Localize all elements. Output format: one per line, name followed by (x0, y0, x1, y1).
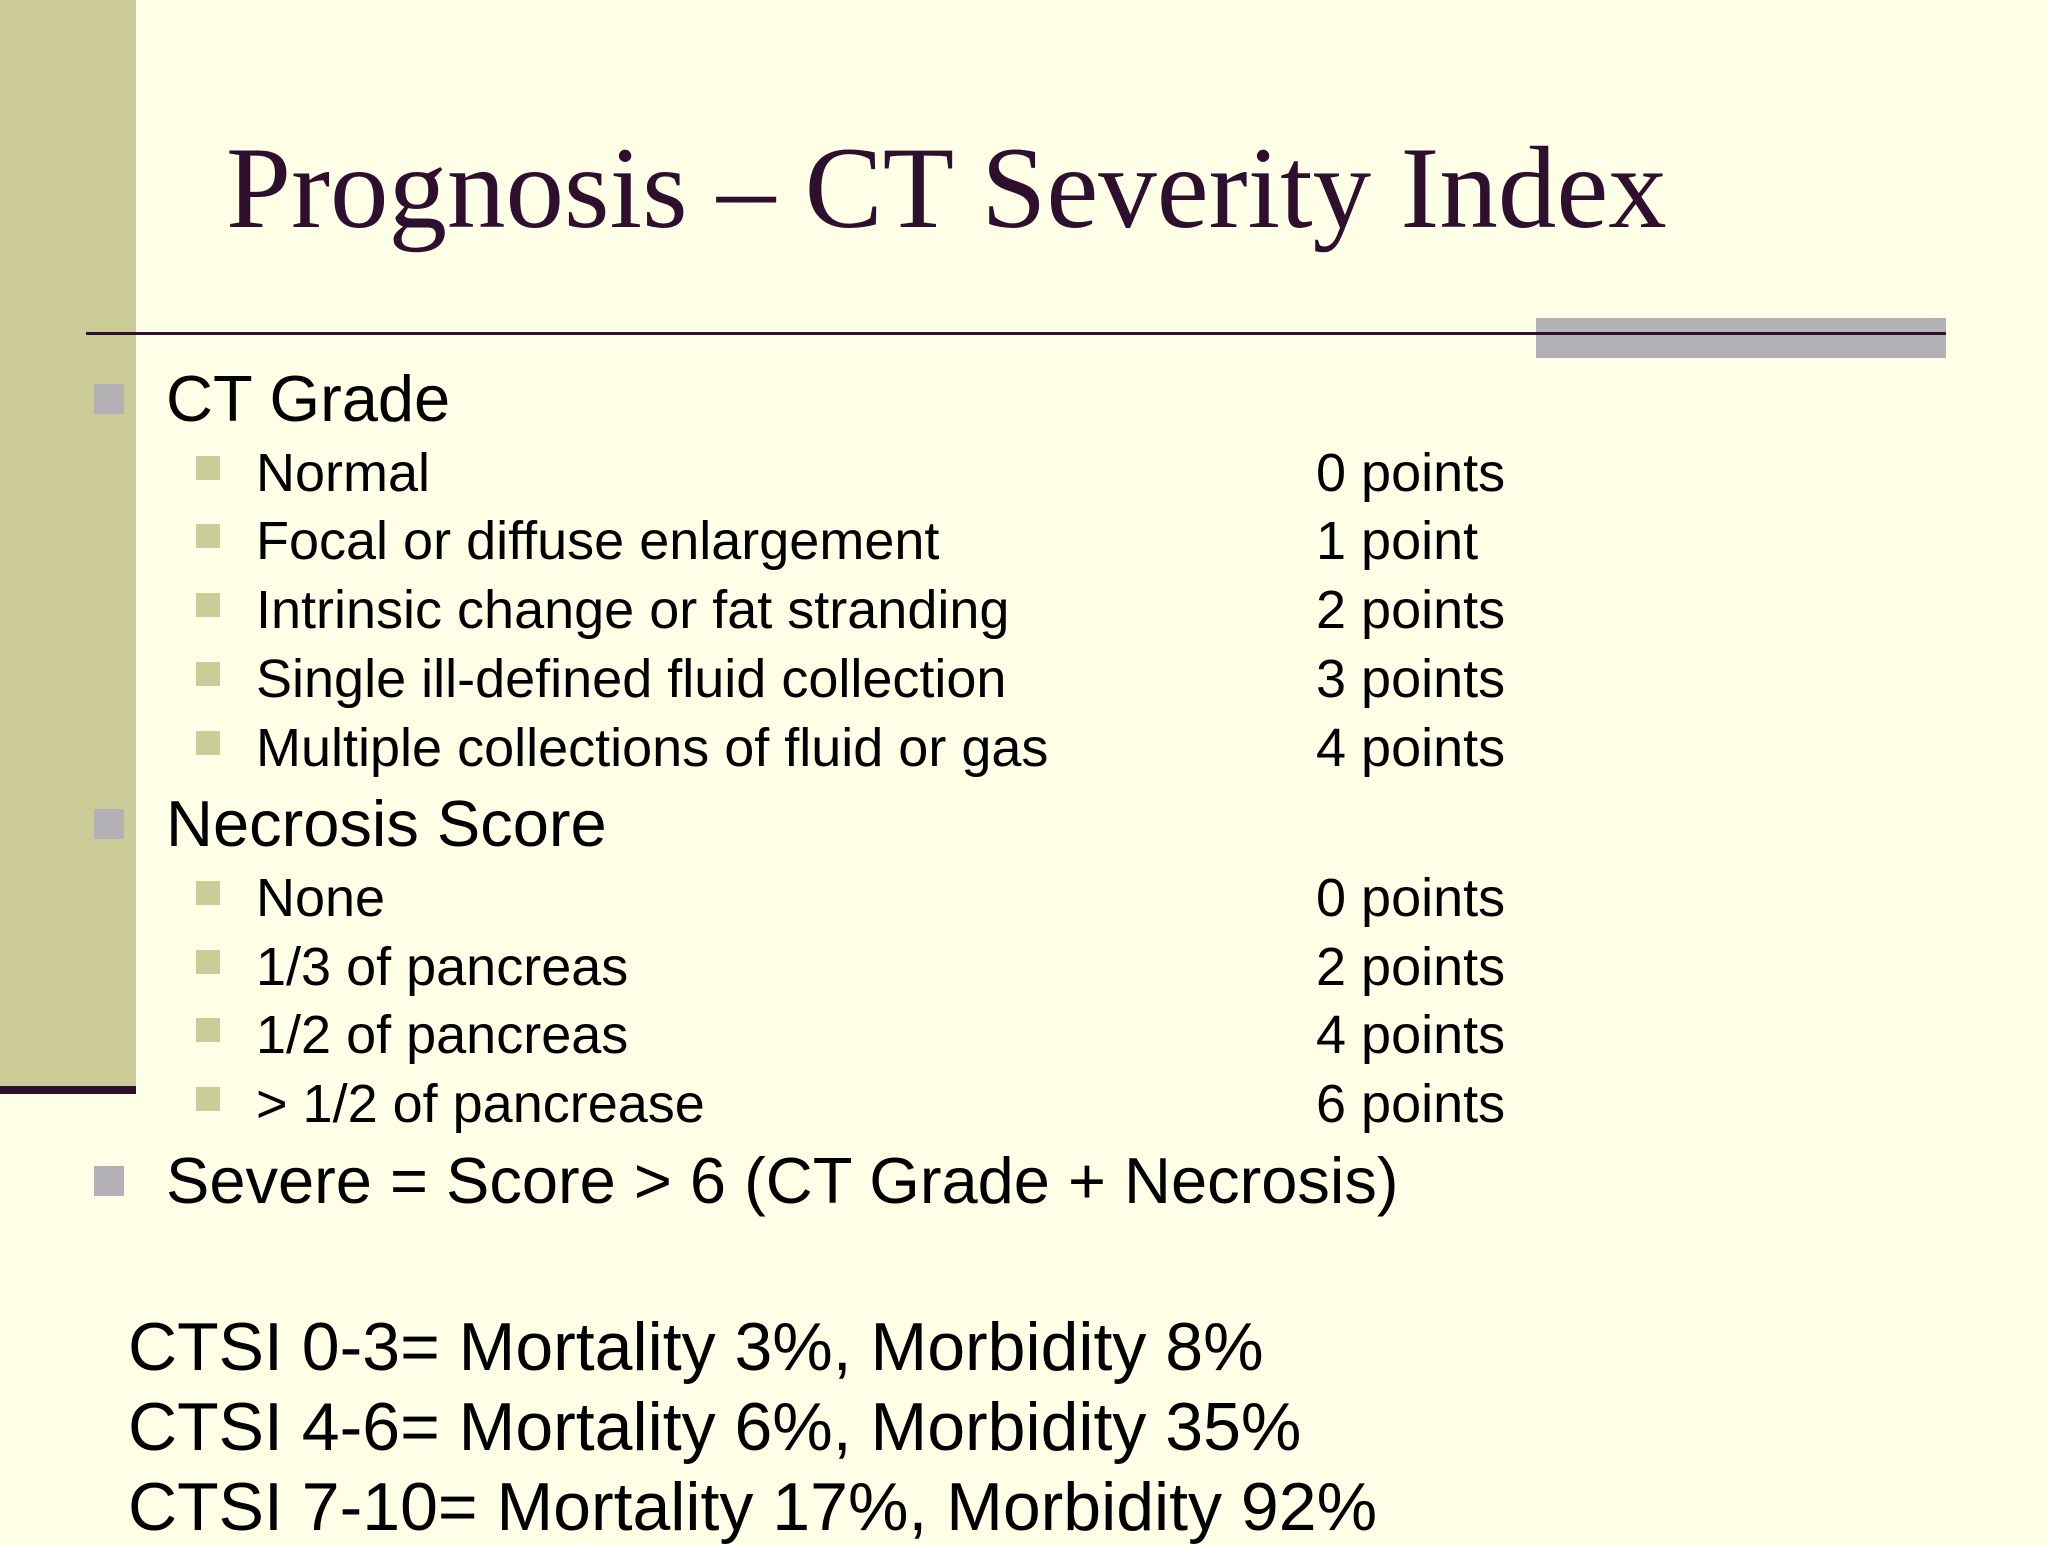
necrosis-item-points: 4 points (1316, 1005, 1506, 1065)
ctsi-line: CTSI 0-3= Mortality 3%, Morbidity 8% (128, 1309, 1264, 1385)
square-bullet-icon (196, 456, 220, 480)
ct-grade-item (256, 718, 1049, 778)
square-bullet-icon (94, 809, 124, 839)
square-bullet-icon (196, 950, 220, 974)
ct-grade-item-label: Single ill-defined fluid collection (256, 649, 1007, 709)
left-accent-line (0, 1086, 136, 1094)
title-divider (86, 332, 1946, 335)
ct-grade-item-points: 3 points (1316, 649, 1506, 709)
ct-grade-item (256, 443, 431, 503)
square-bullet-icon (196, 524, 220, 548)
necrosis-item-points: 0 points (1316, 868, 1506, 928)
necrosis-item-label: > 1/2 of pancrease (256, 1074, 705, 1134)
necrosis-item (256, 1005, 629, 1065)
necrosis-item (256, 1074, 705, 1134)
title-accent-bar (1536, 318, 1946, 358)
necrosis-item-label: 1/3 of pancreas (256, 937, 629, 997)
necrosis-heading-text: Necrosis Score (166, 787, 607, 860)
ct-grade-item (256, 580, 1010, 640)
necrosis-item-label: None (256, 868, 386, 928)
ct-grade-item (256, 511, 940, 571)
severe-definition (166, 1144, 1399, 1217)
ctsi-line: CTSI 4-6= Mortality 6%, Morbidity 35% (128, 1389, 1302, 1465)
slide-title: Prognosis – CT Severity Index (226, 124, 1667, 253)
necrosis-heading (166, 787, 607, 860)
ct-grade-item (256, 649, 1007, 709)
necrosis-item (256, 868, 386, 928)
ct-grade-heading-text: CT Grade (166, 362, 451, 435)
ct-grade-item-label: Multiple collections of fluid or gas (256, 718, 1049, 778)
necrosis-item-label: 1/2 of pancreas (256, 1005, 629, 1065)
necrosis-item-points: 2 points (1316, 937, 1506, 997)
ct-grade-item-label: Focal or diffuse enlargement (256, 511, 940, 571)
ct-grade-item-label: Normal (256, 443, 431, 503)
necrosis-item-points: 6 points (1316, 1074, 1506, 1134)
ct-grade-item-label: Intrinsic change or fat stranding (256, 580, 1010, 640)
left-accent-bar (0, 0, 136, 1088)
square-bullet-icon (94, 384, 124, 414)
ctsi-line: CTSI 7-10= Mortality 17%, Morbidity 92% (128, 1469, 1378, 1545)
necrosis-item (256, 937, 629, 997)
ct-grade-item-points: 1 point (1316, 511, 1479, 571)
square-bullet-icon (196, 1018, 220, 1042)
ct-grade-heading (166, 362, 451, 435)
square-bullet-icon (196, 881, 220, 905)
severe-definition-text: Severe = Score > 6 (CT Grade + Necrosis) (166, 1144, 1399, 1217)
square-bullet-icon (196, 593, 220, 617)
ct-grade-item-points: 0 points (1316, 443, 1506, 503)
square-bullet-icon (196, 662, 220, 686)
ct-grade-item-points: 4 points (1316, 718, 1506, 778)
square-bullet-icon (94, 1166, 124, 1196)
ct-grade-item-points: 2 points (1316, 580, 1506, 640)
square-bullet-icon (196, 731, 220, 755)
square-bullet-icon (196, 1087, 220, 1111)
